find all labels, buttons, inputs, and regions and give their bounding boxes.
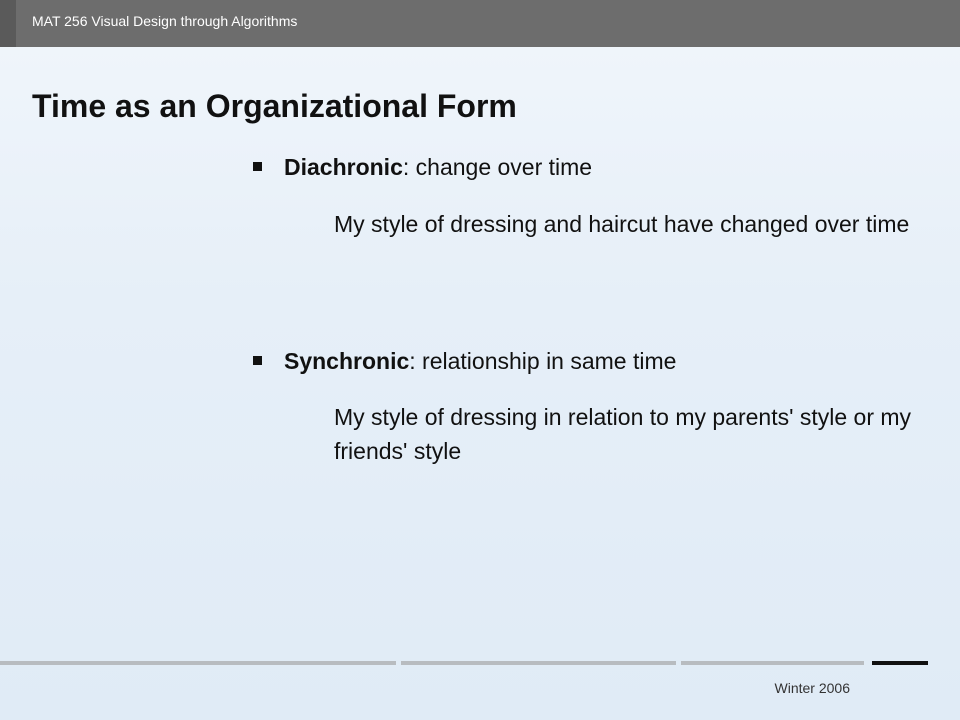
bullet-definition: : relationship in same time [409, 348, 677, 374]
bullet-example: My style of dressing in relation to my parents' style or my friends' style [334, 404, 912, 464]
footer-date: Winter 2006 [774, 680, 850, 696]
header-accent [0, 0, 16, 47]
square-bullet-icon [253, 162, 262, 171]
square-bullet-icon [253, 356, 262, 365]
header-bar [0, 0, 960, 47]
bullet-term: Synchronic [284, 348, 410, 374]
footer-divider [0, 661, 396, 665]
footer-divider [681, 661, 864, 665]
bullet-item-synchronic [253, 348, 676, 375]
slide-title: Time as an Organizational Form [32, 88, 517, 124]
footer-divider [401, 661, 676, 665]
bullet-example: My style of dressing and haircut have changed over time [334, 211, 910, 237]
footer-divider-accent [872, 661, 928, 665]
bullet-term: Diachronic [284, 154, 403, 180]
course-title: MAT 256 Visual Design through Algorithms [32, 13, 298, 29]
bullet-item-diachronic [253, 154, 592, 181]
bullet-definition: : change over time [402, 154, 593, 180]
